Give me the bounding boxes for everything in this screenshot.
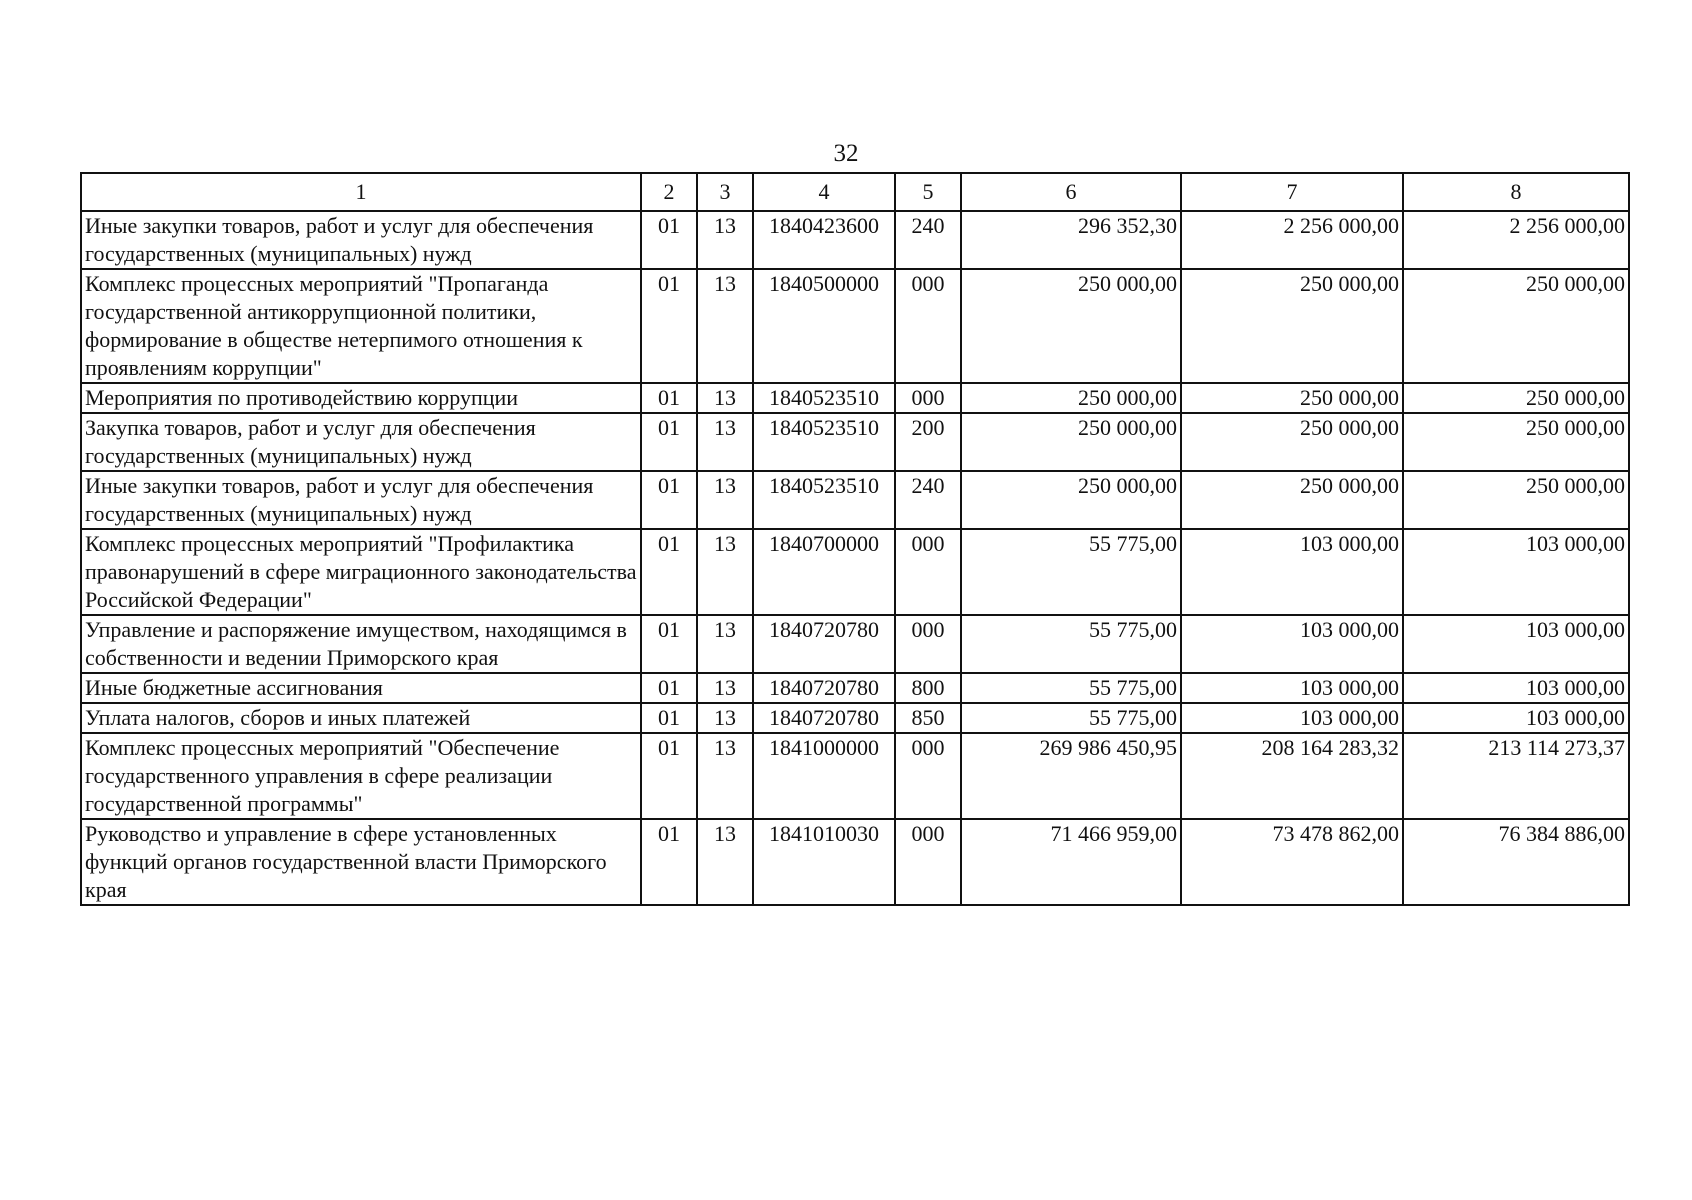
amount-col-8: 103 000,00 [1403,703,1629,733]
subsection-code: 13 [697,733,753,819]
amount-col-7: 73 478 862,00 [1181,819,1403,905]
section-code: 01 [641,211,697,269]
amount-col-8: 213 114 273,37 [1403,733,1629,819]
amount-col-6: 55 775,00 [961,529,1181,615]
amount-col-6: 55 775,00 [961,703,1181,733]
table-row [81,733,1629,819]
table-row [81,211,1629,269]
row-name: Мероприятия по противодействию коррупции [81,383,641,413]
expense-type-code: 000 [895,819,961,905]
amount-col-7: 103 000,00 [1181,673,1403,703]
budget-table [80,172,1630,906]
amount-col-8: 103 000,00 [1403,615,1629,673]
row-name: Иные закупки товаров, работ и услуг для обеспечения государственных (муниципальных) нужд [81,211,641,269]
row-name: Закупка товаров, работ и услуг для обеспечения государственных (муниципальных) нужд [81,413,641,471]
subsection-code: 13 [697,383,753,413]
amount-col-8: 250 000,00 [1403,471,1629,529]
subsection-code: 13 [697,529,753,615]
column-header-1: 1 [81,173,641,211]
column-header-3: 3 [697,173,753,211]
section-code: 01 [641,413,697,471]
subsection-code: 13 [697,211,753,269]
section-code: 01 [641,703,697,733]
table-body [81,211,1629,905]
amount-col-7: 208 164 283,32 [1181,733,1403,819]
row-name: Иные бюджетные ассигнования [81,673,641,703]
amount-col-7: 2 256 000,00 [1181,211,1403,269]
column-header-4: 4 [753,173,895,211]
table-row [81,471,1629,529]
amount-col-6: 250 000,00 [961,269,1181,383]
target-article-code: 1840500000 [753,269,895,383]
table-row [81,529,1629,615]
expense-type-code: 240 [895,471,961,529]
expense-type-code: 000 [895,733,961,819]
amount-col-7: 103 000,00 [1181,529,1403,615]
section-code: 01 [641,819,697,905]
amount-col-6: 250 000,00 [961,471,1181,529]
amount-col-6: 250 000,00 [961,383,1181,413]
amount-col-7: 250 000,00 [1181,383,1403,413]
amount-col-7: 250 000,00 [1181,413,1403,471]
target-article-code: 1840720780 [753,615,895,673]
amount-col-8: 2 256 000,00 [1403,211,1629,269]
row-name: Иные закупки товаров, работ и услуг для обеспечения государственных (муниципальных) нужд [81,471,641,529]
column-header-5: 5 [895,173,961,211]
row-name: Комплекс процессных мероприятий "Обеспечение государственного управления в сфере реализации государственной программы" [81,733,641,819]
expense-type-code: 000 [895,269,961,383]
amount-col-7: 250 000,00 [1181,269,1403,383]
expense-type-code: 800 [895,673,961,703]
expense-type-code: 000 [895,529,961,615]
section-code: 01 [641,733,697,819]
table-row [81,819,1629,905]
amount-col-8: 103 000,00 [1403,529,1629,615]
expense-type-code: 200 [895,413,961,471]
column-header-2: 2 [641,173,697,211]
row-name: Уплата налогов, сборов и иных платежей [81,703,641,733]
target-article-code: 1841010030 [753,819,895,905]
table-header [81,173,1629,211]
header-row [81,173,1629,211]
column-header-6: 6 [961,173,1181,211]
target-article-code: 1840700000 [753,529,895,615]
column-header-7: 7 [1181,173,1403,211]
table-row [81,703,1629,733]
subsection-code: 13 [697,413,753,471]
amount-col-8: 250 000,00 [1403,269,1629,383]
row-name: Управление и распоряжение имуществом, находящимся в собственности и ведении Приморского края [81,615,641,673]
target-article-code: 1840720780 [753,703,895,733]
expense-type-code: 000 [895,383,961,413]
amount-col-6: 250 000,00 [961,413,1181,471]
target-article-code: 1840523510 [753,471,895,529]
target-article-code: 1841000000 [753,733,895,819]
amount-col-8: 103 000,00 [1403,673,1629,703]
section-code: 01 [641,383,697,413]
subsection-code: 13 [697,819,753,905]
expense-type-code: 240 [895,211,961,269]
table-row [81,615,1629,673]
target-article-code: 1840720780 [753,673,895,703]
expense-type-code: 850 [895,703,961,733]
amount-col-6: 269 986 450,95 [961,733,1181,819]
target-article-code: 1840523510 [753,383,895,413]
target-article-code: 1840523510 [753,413,895,471]
section-code: 01 [641,615,697,673]
amount-col-6: 55 775,00 [961,673,1181,703]
subsection-code: 13 [697,703,753,733]
expense-type-code: 000 [895,615,961,673]
target-article-code: 1840423600 [753,211,895,269]
amount-col-6: 55 775,00 [961,615,1181,673]
amount-col-7: 103 000,00 [1181,615,1403,673]
subsection-code: 13 [697,471,753,529]
amount-col-8: 76 384 886,00 [1403,819,1629,905]
table-row [81,673,1629,703]
amount-col-8: 250 000,00 [1403,413,1629,471]
column-header-8: 8 [1403,173,1629,211]
amount-col-6: 71 466 959,00 [961,819,1181,905]
section-code: 01 [641,529,697,615]
subsection-code: 13 [697,269,753,383]
table-row [81,383,1629,413]
subsection-code: 13 [697,673,753,703]
row-name: Комплекс процессных мероприятий "Пропаганда государственной антикоррупционной политики, формирование в обществе нетерпимого отношения к проявлениям коррупции" [81,269,641,383]
amount-col-8: 250 000,00 [1403,383,1629,413]
amount-col-7: 103 000,00 [1181,703,1403,733]
row-name: Комплекс процессных мероприятий "Профилактика правонарушений в сфере миграционного законодательства Российской Федерации" [81,529,641,615]
section-code: 01 [641,471,697,529]
subsection-code: 13 [697,615,753,673]
row-name: Руководство и управление в сфере установленных функций органов государственной власти Приморского края [81,819,641,905]
page-number: 32 [833,140,859,167]
section-code: 01 [641,269,697,383]
table-row [81,413,1629,471]
amount-col-6: 296 352,30 [961,211,1181,269]
table-row [81,269,1629,383]
section-code: 01 [641,673,697,703]
amount-col-7: 250 000,00 [1181,471,1403,529]
